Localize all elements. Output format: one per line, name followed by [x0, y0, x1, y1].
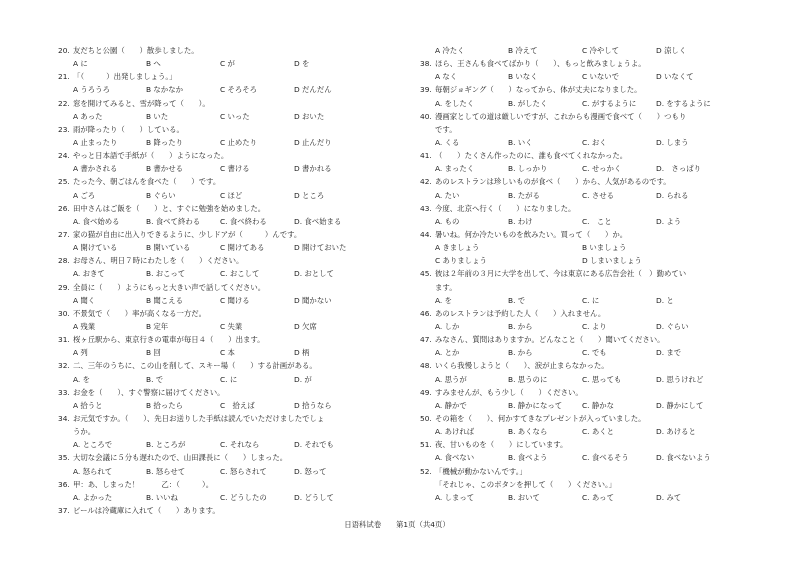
options-line — [58, 57, 408, 70]
question-line — [58, 281, 408, 294]
answer-option: C 聞ける — [220, 295, 250, 305]
options-line — [58, 83, 408, 96]
answer-option: B. おこって — [146, 269, 186, 279]
answer-option: A. くる — [435, 137, 460, 147]
answer-option: D ところ — [294, 190, 325, 200]
left-column — [58, 44, 408, 517]
options-line — [58, 162, 408, 175]
question-line — [420, 359, 770, 372]
question-number: 48. — [420, 361, 432, 371]
answer-option: B. から — [508, 348, 533, 358]
options-line — [420, 97, 770, 110]
answer-option: A 冷たく — [435, 46, 465, 55]
answer-option: C. あくと — [582, 427, 615, 437]
question-text: 「機械が動かないんです。」 — [435, 466, 527, 476]
question-number: 33. — [58, 387, 70, 397]
question-text: お元気ですか。（ ）、先日お送りした手紙は読んでいただけましたでしょ — [73, 413, 325, 423]
answer-option: B 回 — [146, 348, 161, 358]
options-line — [58, 189, 408, 202]
answer-option: B. しっかり — [508, 164, 548, 174]
question-line — [58, 333, 408, 346]
question-number: 46. — [420, 308, 432, 318]
options-line — [420, 373, 770, 386]
options-line — [58, 215, 408, 228]
answer-option: B へ — [146, 59, 161, 69]
question-text: お母さん、明日７時にわたしを（ ）ください。 — [73, 256, 244, 266]
answer-option: B 拾ったら — [146, 400, 183, 410]
answer-option: C. 食べ終わる — [220, 216, 267, 226]
answer-option: D. さっぱり — [656, 164, 701, 174]
question-text: （ ）たくさん作ったのに、誰も食べてくれなかった。 — [435, 151, 628, 161]
question-line — [58, 228, 408, 241]
answer-option: D. 思うけれど — [656, 374, 704, 384]
question-text: 雨が降ったり（ ）している。 — [73, 124, 184, 134]
answer-option: B. 食べて終わる — [146, 216, 201, 226]
answer-option: A. よかった — [73, 492, 113, 502]
answer-option: C. せっかく — [582, 164, 622, 174]
question-line — [58, 202, 408, 215]
answer-option: B いた — [146, 111, 169, 121]
question-text: 彼は２年前の３月に大学を出して、今は東京にある広告会社（ ）勤めてい — [435, 269, 687, 279]
options-line — [420, 320, 770, 333]
question-line — [58, 44, 408, 57]
question-text: いくら我慢しようと（ ）、涙が止まらなかった。 — [435, 361, 609, 371]
question-number: 34. — [58, 413, 70, 423]
question-text: 甲：あ、しまった！ 乙：（ ）。 — [73, 479, 214, 489]
answer-option: D. あけると — [656, 427, 696, 437]
question-line — [58, 359, 408, 372]
options-line — [420, 425, 770, 438]
question-line — [420, 333, 770, 346]
question-line — [58, 123, 408, 136]
options-line — [58, 267, 408, 280]
answer-option: D 柄 — [294, 348, 310, 358]
answer-option: A きましょう — [435, 243, 480, 253]
question-text: やっと日本語で手紙が（ ）ようになった。 — [73, 151, 229, 161]
answer-option: A. 思うが — [435, 374, 467, 384]
question-line — [58, 412, 408, 425]
answer-option: B. 思うのに — [508, 374, 548, 384]
question-line — [420, 149, 770, 162]
question-number: 51. — [420, 440, 432, 450]
answer-option: D. ぐらい — [656, 321, 689, 331]
options-line — [420, 162, 770, 175]
options-line — [420, 70, 770, 83]
question-number: 31. — [58, 335, 70, 345]
question-line — [420, 202, 770, 215]
question-number: 52. — [420, 466, 432, 476]
answer-option: A 開けている — [73, 243, 118, 253]
question-line — [58, 254, 408, 267]
answer-option: D. どうして — [294, 492, 334, 502]
options-line — [58, 346, 408, 359]
answer-option: B. がしたく — [508, 98, 548, 108]
question-line — [420, 465, 770, 478]
question-line — [58, 70, 408, 83]
question-number: 44. — [420, 229, 432, 239]
question-text: 窓を開けてみると、雪が降って（ ）。 — [73, 98, 210, 108]
answer-option: D. よう — [656, 216, 682, 226]
answer-option: A なく — [435, 72, 458, 82]
answer-option: D. が — [294, 374, 312, 384]
answer-option: B 冷えて — [508, 46, 538, 55]
question-number: 27. — [58, 229, 70, 239]
question-text: お金を（ ）、すぐ警察に届けてください。 — [73, 387, 225, 397]
answer-option: D. それでも — [294, 440, 334, 450]
answer-option: C. おこして — [220, 269, 260, 279]
answer-option: D. 食べ始まる — [294, 216, 342, 226]
answer-option: A. 静かで — [435, 400, 467, 410]
answer-option: C. おく — [582, 137, 607, 147]
options-line — [58, 491, 408, 504]
options-line — [420, 44, 770, 57]
answer-option: B いましょう — [582, 243, 627, 253]
options-line — [58, 136, 408, 149]
question-text: 家の猫が自由に出入りできるように、少しドアが（ ）んです。 — [73, 229, 302, 239]
answer-option: B. で — [508, 295, 526, 305]
question-line — [58, 307, 408, 320]
question-text: その箱を（ ）、何かすてきなプレゼントが入っていました。 — [435, 413, 646, 423]
question-text: 大切な会議に５分も遅れたので、山田課長に（ ）しまった。 — [73, 453, 288, 463]
question-text-continued: ます。 — [435, 282, 457, 292]
answer-option: B 降ったり — [146, 137, 183, 147]
question-line — [420, 307, 770, 320]
question-text-continued: 「それじゃ、このボタンを押して（ ）ください。」 — [435, 479, 617, 489]
question-text: 今度、北京へ行く（ ）になりました。 — [435, 203, 576, 213]
question-text: 友だちと公園（ ）散歩しました。 — [73, 46, 199, 55]
answer-option: B. いく — [508, 137, 533, 147]
answer-option: A に — [73, 59, 88, 69]
question-text: 毎朝ジョギング（ ）なってから、体が丈夫になりました。 — [435, 85, 642, 95]
options-line — [58, 294, 408, 307]
answer-option: D. 食べないよう — [656, 453, 711, 463]
question-number: 45. — [420, 269, 432, 279]
answer-option: A. たい — [435, 190, 460, 200]
question-text: 全員に（ ）ようにもっと大きい声で話してください。 — [73, 282, 266, 292]
answer-option: A. 食べ始める — [73, 216, 120, 226]
question-line — [420, 83, 770, 96]
answer-option: B. おいて — [508, 492, 540, 502]
question-text: 夜、甘いものを（ ）にしています。 — [435, 440, 568, 450]
options-line — [420, 136, 770, 149]
answer-option: D. みて — [656, 492, 682, 502]
answer-option: B. ところが — [146, 440, 186, 450]
question-text: 桜ヶ丘駅から、東京行きの電車が毎日４（ ）出ます。 — [73, 335, 265, 345]
answer-option: A. しか — [435, 321, 460, 331]
question-number: 41. — [420, 151, 432, 161]
options-line — [420, 491, 770, 504]
question-line — [58, 451, 408, 464]
question-number: 37. — [58, 505, 70, 515]
answer-option: C. 静かな — [582, 400, 615, 410]
question-number: 38. — [420, 59, 432, 69]
answer-option: B. 食べよう — [508, 453, 548, 463]
answer-option: D おいた — [294, 111, 325, 121]
answer-option: C. どうしたの — [220, 492, 267, 502]
question-number: 28. — [58, 256, 70, 266]
answer-option: A 残業 — [73, 321, 96, 331]
question-line — [420, 57, 770, 70]
question-number: 20. — [58, 46, 70, 55]
answer-option: B 書かせる — [146, 164, 183, 174]
answer-option: A. を — [73, 374, 91, 384]
answer-option: A. おきて — [73, 269, 105, 279]
answer-option: D. られる — [656, 190, 689, 200]
answer-option: D いなくて — [656, 72, 694, 82]
answer-option: D を — [294, 59, 310, 69]
question-text: 「（ ）出発しましょう。」 — [73, 72, 177, 82]
question-number: 30. — [58, 308, 70, 318]
answer-option: D 止んだり — [294, 137, 332, 147]
question-line — [58, 149, 408, 162]
question-text: たった今、朝ごはんを食べた（ ）です。 — [73, 177, 221, 187]
answer-option: D. をするように — [656, 98, 711, 108]
answer-option: D 開けておいた — [294, 243, 347, 253]
answer-option: D. しまう — [656, 137, 689, 147]
answer-option: A. 怒られて — [73, 466, 113, 476]
answer-option: C. こと — [582, 216, 612, 226]
answer-option: C. がするように — [582, 98, 637, 108]
answer-option: C いった — [220, 111, 250, 121]
options-line — [58, 465, 408, 478]
question-number: 25. — [58, 177, 70, 187]
answer-option: A. あければ — [435, 427, 475, 437]
answer-option: C 拾えば — [220, 400, 255, 410]
options-line — [420, 241, 770, 254]
answer-option: B. で — [146, 374, 164, 384]
answer-option: A ごろ — [73, 190, 96, 200]
question-number: 26. — [58, 203, 70, 213]
question-number: 42. — [420, 177, 432, 187]
question-line — [420, 228, 770, 241]
question-number: 35. — [58, 453, 70, 463]
right-column — [420, 44, 770, 504]
answer-option: C. に — [220, 374, 238, 384]
options-line — [420, 346, 770, 359]
question-line — [420, 438, 770, 451]
answer-option: D 涼しく — [656, 46, 687, 55]
question-text-continued: うか。 — [73, 427, 96, 437]
question-text: すみませんが、もう少し（ ）ください。 — [435, 387, 583, 397]
question-line — [420, 267, 770, 280]
answer-option: A. をしたく — [435, 98, 475, 108]
answer-option: D. と — [656, 295, 674, 305]
question-text: 暑いね。何か冷たいものを飲みたい。買って（ ）か。 — [435, 229, 628, 239]
question-line — [420, 175, 770, 188]
answer-option: C. より — [582, 321, 607, 331]
question-line — [420, 110, 770, 123]
answer-option: C そろそろ — [220, 85, 258, 95]
answer-option: C 本 — [220, 348, 235, 358]
options-line — [58, 110, 408, 123]
page-footer: 日语科试卷 第1页（共4页） — [344, 520, 450, 529]
question-number: 50. — [420, 413, 432, 423]
question-number: 24. — [58, 151, 70, 161]
answer-option: B 開いている — [146, 243, 191, 253]
answer-option: A. もの — [435, 216, 460, 226]
answer-option: A. まったく — [435, 164, 475, 174]
answer-option: B. 怒らせて — [146, 466, 186, 476]
answer-option: D 書かれる — [294, 164, 332, 174]
answer-option: C. に — [582, 295, 600, 305]
answer-option: C ありましょう — [435, 256, 487, 266]
question-number: 43. — [420, 203, 432, 213]
options-line — [420, 215, 770, 228]
answer-option: C. あって — [582, 492, 614, 502]
options-line — [58, 399, 408, 412]
question-text: 不景気で（ ）率が高くなる一方だ。 — [73, 308, 207, 318]
question-number: 39. — [420, 85, 432, 95]
options-line — [420, 189, 770, 202]
answer-option: A 拾うと — [73, 400, 103, 410]
answer-option: D. まで — [656, 348, 682, 358]
options-line — [58, 241, 408, 254]
answer-option: B. いいね — [146, 492, 178, 502]
answer-option: A. とか — [435, 348, 460, 358]
answer-option: A あった — [73, 111, 103, 121]
answer-option: D. 怒って — [294, 466, 327, 476]
question-text: あのレストランは予約した人（ ）入れません。 — [435, 308, 606, 318]
answer-option: A. 食べない — [435, 453, 475, 463]
answer-option: D だんだん — [294, 85, 332, 95]
answer-option: B 定年 — [146, 321, 169, 331]
answer-option: D 聞かない — [294, 295, 332, 305]
options-line — [58, 373, 408, 386]
answer-option: C. 食べるそう — [582, 453, 629, 463]
answer-option: D. 静かにして — [656, 400, 704, 410]
answer-option: C. 思っても — [582, 374, 622, 384]
answer-option: D 拾うなら — [294, 400, 332, 410]
answer-option: C. させる — [582, 190, 615, 200]
question-line — [58, 504, 408, 517]
answer-option: C 書ける — [220, 164, 250, 174]
question-text: ほら、王さんも食べてばかり（ ）、もっと飲みましょうよ。 — [435, 59, 646, 69]
question-number: 36. — [58, 479, 70, 489]
question-number: 23. — [58, 124, 70, 134]
answer-option: D. おとして — [294, 269, 334, 279]
answer-option: A 止まったり — [73, 137, 118, 147]
question-line — [58, 478, 408, 491]
answer-option: C が — [220, 59, 235, 69]
answer-option: B. わけ — [508, 216, 533, 226]
answer-option: B 聞こえる — [146, 295, 183, 305]
options-line — [420, 254, 770, 267]
answer-option: A 列 — [73, 348, 88, 358]
answer-option: B. 静かになって — [508, 400, 563, 410]
answer-option: A. ところで — [73, 440, 113, 450]
question-line — [420, 386, 770, 399]
answer-option: C. それなら — [220, 440, 260, 450]
answer-option: D 欠席 — [294, 321, 317, 331]
answer-option: B. たがる — [508, 190, 540, 200]
question-text: 二、三年のうちに、この山を削して、スキー場（ ）する計画がある。 — [73, 361, 317, 371]
question-text: 漫画家としての道は厳しいですが、これからも漫画で食べて（ ）つもり — [435, 111, 687, 121]
answer-option: B なかなか — [146, 85, 183, 95]
question-line — [58, 175, 408, 188]
question-number: 47. — [420, 335, 432, 345]
question-line — [420, 412, 770, 425]
answer-option: C. 怒らされて — [220, 466, 267, 476]
answer-option: C 冷やして — [582, 46, 620, 55]
answer-option: C 失業 — [220, 321, 243, 331]
answer-option: B ぐらい — [146, 190, 176, 200]
question-line — [58, 386, 408, 399]
options-line — [58, 438, 408, 451]
question-number: 49. — [420, 387, 432, 397]
question-number: 40. — [420, 111, 432, 121]
answer-option: A. を — [435, 295, 453, 305]
answer-option: B. から — [508, 321, 533, 331]
answer-option: A 書かされる — [73, 164, 118, 174]
question-number: 29. — [58, 282, 70, 292]
answer-option: C ほど — [220, 190, 243, 200]
options-line — [58, 320, 408, 333]
answer-option: A うろうろ — [73, 85, 110, 95]
question-number: 32. — [58, 361, 70, 371]
question-number: 22. — [58, 98, 70, 108]
question-text: あのレストランは珍しいものが食べ（ ）から、人気があるのです。 — [435, 177, 671, 187]
answer-option: A 聞く — [73, 295, 96, 305]
answer-option: D しまいましょう — [582, 256, 642, 266]
options-line — [420, 451, 770, 464]
answer-option: B. あくなら — [508, 427, 548, 437]
answer-option: C. でも — [582, 348, 607, 358]
question-line — [58, 97, 408, 110]
question-text: ビールは冷蔵庫に入れて（ ）あります。 — [73, 505, 220, 515]
answer-option: A. しまって — [435, 492, 475, 502]
question-text: みなさん、質問はありますか。どんなこと（ ）聞いてください。 — [435, 335, 665, 345]
options-line — [420, 399, 770, 412]
question-text-continued: です。 — [435, 124, 457, 134]
answer-option: C いないで — [582, 72, 620, 82]
question-text: 田中さんはご飯を（ ）と、すぐに勉強を始めました。 — [73, 203, 266, 213]
options-line — [420, 294, 770, 307]
answer-option: C 開けてある — [220, 243, 265, 253]
answer-option: B いなく — [508, 72, 538, 82]
question-number: 21. — [58, 72, 70, 82]
answer-option: C 止めたり — [220, 137, 258, 147]
